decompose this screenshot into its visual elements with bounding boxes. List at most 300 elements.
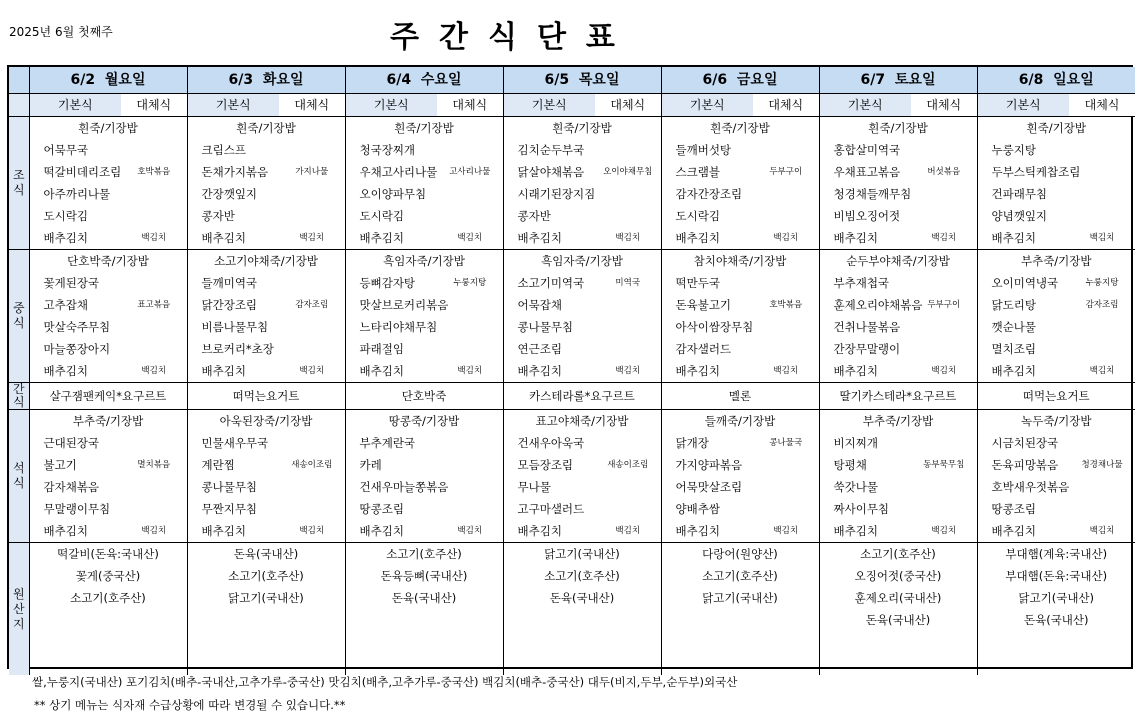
menu-item: 두부스틱케찹조림 (977, 161, 1069, 183)
menu-item: 배추김치 (661, 227, 753, 250)
menu-item: 탕평채 (819, 454, 911, 476)
alt-menu-item: 멸치볶음 (137, 460, 171, 470)
origin-item: 닭고기(국내산) (977, 587, 1135, 609)
porridge-cell: 흰죽/기장밥 (661, 117, 819, 140)
day-header (345, 67, 503, 94)
origin-item: 꽃게(중국산) (29, 565, 187, 587)
table-row (9, 410, 1135, 433)
day-header (819, 67, 977, 94)
menu-item: 맛살브로커리볶음 (345, 294, 437, 316)
section-char: 조 (12, 168, 25, 182)
menu-item: 배추김치 (819, 360, 911, 383)
origin-item: 부대햄(돈육:국내산) (977, 565, 1135, 587)
origin-row (9, 565, 1135, 587)
alt-menu-item: 백김치 (931, 526, 957, 536)
table-row (9, 360, 1135, 383)
menu-item: 돈육불고기 (661, 294, 753, 316)
alt-menu-item (595, 205, 661, 227)
alt-menu-item: 백김치 (457, 233, 483, 243)
menu-item: 비름나물무침 (187, 316, 279, 338)
menu-item: 배추김치 (819, 227, 911, 250)
alt-menu-item (1069, 205, 1135, 227)
origin-item (345, 653, 503, 675)
menu-item: 쑥갓나물 (819, 476, 911, 498)
alt-menu-item (279, 316, 345, 338)
menu-item: 배추김치 (503, 227, 595, 250)
menu-item: 간장깻잎지 (187, 183, 279, 205)
alt-menu-item (279, 272, 345, 294)
origin-item (503, 609, 661, 631)
alt-menu-item (595, 294, 661, 316)
alt-menu-item (279, 139, 345, 161)
day-header (661, 67, 819, 94)
alt-menu-item (121, 476, 187, 498)
origin-item (29, 653, 187, 675)
table-row (9, 498, 1135, 520)
menu-item: 맛살숙주무침 (29, 316, 121, 338)
alt-menu-item (595, 139, 661, 161)
day-header (977, 67, 1135, 94)
section-origin (9, 543, 29, 676)
section-breakfast (9, 117, 29, 250)
alt-menu-item: 백김치 (141, 366, 167, 376)
day-header (29, 67, 187, 94)
menu-item: 민물새우무국 (187, 432, 279, 454)
alt-menu-item (121, 139, 187, 161)
alt-menu-item: 누룽지탕 (453, 278, 487, 288)
menu-item: 건새우마늘쫑볶음 (345, 476, 437, 498)
origin-item (661, 653, 819, 675)
menu-item: 돈채가지볶음 (187, 161, 279, 183)
origin-row (9, 609, 1135, 631)
alt-menu-item (595, 338, 661, 360)
menu-item: 배추김치 (345, 360, 437, 383)
menu-item: 홍합살미역국 (819, 139, 911, 161)
alt-menu-item: 백김치 (931, 366, 957, 376)
alt-menu-item (595, 183, 661, 205)
menu-item: 근대된장국 (29, 432, 121, 454)
basic-type-label: 기본식 (503, 94, 595, 117)
alt-menu-item: 백김치 (1089, 366, 1115, 376)
menu-item: 등뼈감자탕 (345, 272, 437, 294)
porridge-cell: 순두부야채죽/기장밥 (819, 250, 977, 273)
menu-item: 아주까리나물 (29, 183, 121, 205)
menu-item: 무말랭이무침 (29, 498, 121, 520)
alt-menu-item: 버섯볶음 (927, 167, 961, 177)
menu-item: 호박새우젓볶음 (977, 476, 1069, 498)
menu-item: 들깨미역국 (187, 272, 279, 294)
menu-item: 브로커리*초장 (187, 338, 279, 360)
alt-menu-item (753, 316, 819, 338)
menu-item: 우채고사리나물 (345, 161, 437, 183)
alt-menu-item (911, 338, 977, 360)
alt-menu-item (1069, 183, 1135, 205)
alt-menu-item (911, 498, 977, 520)
section-char: 식 (12, 395, 25, 409)
menu-item: 배추김치 (503, 520, 595, 543)
menu-item: 떡만두국 (661, 272, 753, 294)
menu-item: 닭개장 (661, 432, 753, 454)
alt-menu-item: 표고볶음 (137, 300, 171, 310)
menu-item: 크림스프 (187, 139, 279, 161)
table-row (9, 454, 1135, 476)
alt-menu-item: 고사리나물 (449, 167, 491, 177)
alt-menu-item (121, 432, 187, 454)
alt-menu-item: 백김치 (299, 233, 325, 243)
menu-item: 김치순두부국 (503, 139, 595, 161)
day-header (503, 67, 661, 94)
menu-item: 우채표고볶음 (819, 161, 911, 183)
alt-menu-item (1069, 476, 1135, 498)
menu-item: 간장무말랭이 (819, 338, 911, 360)
section-char: 식 (12, 476, 25, 490)
origin-item (819, 653, 977, 675)
menu-item: 소고기미역국 (503, 272, 595, 294)
alt-menu-item (753, 338, 819, 360)
table-row (9, 294, 1135, 316)
origin-row (9, 543, 1135, 566)
origin-item (29, 609, 187, 631)
alt-menu-item: 오이야채무침 (603, 167, 653, 177)
origin-item (819, 631, 977, 653)
menu-item: 배추김치 (345, 227, 437, 250)
basic-type-label: 기본식 (977, 94, 1069, 117)
basic-type-label: 기본식 (345, 94, 437, 117)
alt-menu-item: 백김치 (1089, 526, 1115, 536)
porridge-cell: 참치야채죽/기장밥 (661, 250, 819, 273)
porridge-cell: 아욱된장죽/기장밥 (187, 410, 345, 433)
section-char: 간 (12, 382, 25, 396)
porridge-cell: 흰죽/기장밥 (977, 117, 1135, 140)
alt-menu-item: 백김치 (615, 233, 641, 243)
alt-menu-item (437, 498, 503, 520)
section-char: 산 (12, 601, 25, 616)
menu-item: 어묵무국 (29, 139, 121, 161)
menu-item: 양념깻잎지 (977, 205, 1069, 227)
origin-item: 다랑어(원양산) (661, 543, 819, 566)
day-weekday: 수요일 (420, 72, 462, 88)
origin-item: 소고기(호주산) (819, 543, 977, 566)
alt-menu-item: 누룽지탕 (1085, 278, 1119, 288)
menu-item: 도시락김 (661, 205, 753, 227)
snack-item: 떠먹는요거트 (977, 383, 1135, 410)
table-row (9, 476, 1135, 498)
meal-table (9, 67, 1135, 675)
menu-item: 누룽지탕 (977, 139, 1069, 161)
day-date: 6/7 (860, 72, 886, 88)
menu-item: 건파래무침 (977, 183, 1069, 205)
day-weekday: 화요일 (262, 72, 304, 88)
origin-item: 닭고기(국내산) (661, 587, 819, 609)
origin-item (661, 631, 819, 653)
alt-menu-item (279, 183, 345, 205)
menu-item: 무나물 (503, 476, 595, 498)
origin-item: 오징어젓(중국산) (819, 565, 977, 587)
menu-item: 모듬장조림 (503, 454, 595, 476)
menu-item: 계란찜 (187, 454, 279, 476)
porridge-cell: 부추죽/기장밥 (977, 250, 1135, 273)
snack-item: 살구잼팬케익*요구르트 (29, 383, 187, 410)
menu-item: 비빔오징어젓 (819, 205, 911, 227)
snack-item: 딸기카스테라*요구르트 (819, 383, 977, 410)
alt-menu-item (1069, 432, 1135, 454)
porridge-cell: 흰죽/기장밥 (819, 117, 977, 140)
menu-item: 멸치조림 (977, 338, 1069, 360)
alt-menu-item (437, 205, 503, 227)
menu-item: 도시락김 (29, 205, 121, 227)
page-title: 주간식단표 (390, 20, 635, 55)
origin-item: 소고기(호주산) (29, 587, 187, 609)
origin-item: 돈육등뼈(국내산) (345, 565, 503, 587)
origin-item (187, 631, 345, 653)
origin-item (661, 609, 819, 631)
table-row (9, 139, 1135, 161)
alt-menu-item (121, 205, 187, 227)
origin-item (977, 653, 1135, 675)
origin-item: 닭고기(국내산) (503, 543, 661, 566)
origin-item: 돈육(국내산) (819, 609, 977, 631)
menu-item: 무짠지무침 (187, 498, 279, 520)
menu-item: 땅콩조림 (345, 498, 437, 520)
meal-plan-table (7, 65, 1133, 669)
week-label: 2025년 6월 첫째주 (9, 25, 113, 39)
porridge-cell: 단호박죽/기장밥 (29, 250, 187, 273)
alt-menu-item: 백김치 (457, 526, 483, 536)
alt-menu-item (595, 432, 661, 454)
menu-item: 마늘쫑장아지 (29, 338, 121, 360)
menu-item: 오이미역냉국 (977, 272, 1069, 294)
alt-menu-item (279, 432, 345, 454)
alt-menu-item (279, 498, 345, 520)
section-char: 중 (12, 301, 25, 315)
alt-type-label: 대체식 (121, 94, 187, 117)
alt-menu-item: 호박볶음 (769, 300, 803, 310)
alt-menu-item: 백김치 (615, 526, 641, 536)
porridge-cell: 표고야채죽/기장밥 (503, 410, 661, 433)
alt-type-label: 대체식 (437, 94, 503, 117)
porridge-cell: 흰죽/기장밥 (503, 117, 661, 140)
porridge-cell: 녹두죽/기장밥 (977, 410, 1135, 433)
origin-item: 소고기(호주산) (345, 543, 503, 566)
menu-item: 감자샐러드 (661, 338, 753, 360)
origin-item: 소고기(호주산) (187, 565, 345, 587)
alt-menu-item (437, 139, 503, 161)
origin-item (977, 631, 1135, 653)
origin-item (345, 609, 503, 631)
menu-item: 배추김치 (187, 360, 279, 383)
alt-menu-item (595, 476, 661, 498)
alt-menu-item: 동부묵무침 (923, 460, 965, 470)
menu-item: 닭살야채볶음 (503, 161, 595, 183)
day-date: 6/6 (702, 72, 728, 88)
porridge-cell: 흰죽/기장밥 (29, 117, 187, 140)
menu-item: 가지양파볶음 (661, 454, 753, 476)
table-row (9, 227, 1135, 250)
menu-item: 배추김치 (187, 227, 279, 250)
porridge-cell: 부추죽/기장밥 (29, 410, 187, 433)
alt-menu-item (437, 454, 503, 476)
alt-menu-item (753, 272, 819, 294)
menu-item: 오이양파무침 (345, 183, 437, 205)
alt-menu-item (279, 205, 345, 227)
origin-item: 부대햄(계육:국내산) (977, 543, 1135, 566)
menu-item: 떡갈비데리조림 (29, 161, 121, 183)
menu-item: 배추김치 (977, 227, 1069, 250)
origin-item: 닭고기(국내산) (187, 587, 345, 609)
porridge-cell: 흰죽/기장밥 (345, 117, 503, 140)
porridge-cell: 부추죽/기장밥 (819, 410, 977, 433)
menu-item: 어묵맛살조림 (661, 476, 753, 498)
alt-type-label: 대체식 (595, 94, 661, 117)
porridge-cell: 흑임자죽/기장밥 (503, 250, 661, 273)
alt-menu-item (753, 498, 819, 520)
section-snack (9, 383, 29, 410)
menu-item: 도시락김 (345, 205, 437, 227)
menu-item: 아삭이쌈장무침 (661, 316, 753, 338)
menu-item: 느타리야채무침 (345, 316, 437, 338)
alt-menu-item (1069, 316, 1135, 338)
origin-item (503, 653, 661, 675)
menu-item: 건새우아욱국 (503, 432, 595, 454)
menu-item: 배추김치 (503, 360, 595, 383)
section-char: 식 (12, 183, 25, 197)
menu-item: 부추계란국 (345, 432, 437, 454)
alt-menu-item (911, 272, 977, 294)
porridge-cell: 들깨죽/기장밥 (661, 410, 819, 433)
menu-item: 시금치된장국 (977, 432, 1069, 454)
alt-menu-item (1069, 338, 1135, 360)
basic-type-label: 기본식 (661, 94, 753, 117)
section-lunch (9, 250, 29, 383)
menu-item: 콩자반 (187, 205, 279, 227)
day-header-row (9, 67, 1135, 94)
origin-item: 돈육(국내산) (503, 587, 661, 609)
menu-item: 어묵잡채 (503, 294, 595, 316)
table-row (9, 205, 1135, 227)
alt-menu-item (911, 432, 977, 454)
menu-item: 불고기 (29, 454, 121, 476)
type-header-row (9, 94, 1135, 117)
day-date: 6/8 (1018, 72, 1044, 88)
menu-item: 비지찌개 (819, 432, 911, 454)
alt-menu-item: 미역국 (615, 278, 641, 288)
origin-item: 돈육(국내산) (977, 609, 1135, 631)
alt-type-label: 대체식 (753, 94, 819, 117)
alt-menu-item (911, 476, 977, 498)
origin-item: 훈제오리(국내산) (819, 587, 977, 609)
table-row (9, 338, 1135, 360)
alt-menu-item: 호박볶음 (137, 167, 171, 177)
menu-item: 들깨버섯탕 (661, 139, 753, 161)
alt-type-label: 대체식 (1069, 94, 1135, 117)
table-row (9, 316, 1135, 338)
menu-item: 시래기된장지짐 (503, 183, 595, 205)
menu-item: 배추김치 (977, 360, 1069, 383)
basic-type-label: 기본식 (29, 94, 121, 117)
alt-menu-item (595, 498, 661, 520)
origin-item: 돈육(국내산) (345, 587, 503, 609)
basic-type-label: 기본식 (819, 94, 911, 117)
menu-item: 배추김치 (187, 520, 279, 543)
basic-type-label: 기본식 (187, 94, 279, 117)
alt-menu-item (121, 338, 187, 360)
porridge-cell: 땅콩죽/기장밥 (345, 410, 503, 433)
menu-item: 땅콩조림 (977, 498, 1069, 520)
menu-item: 스크램블 (661, 161, 753, 183)
snack-item: 카스테라롤*요구르트 (503, 383, 661, 410)
menu-item: 배추김치 (661, 520, 753, 543)
alt-menu-item (121, 316, 187, 338)
alt-menu-item: 두부구이 (927, 300, 961, 310)
alt-menu-item (911, 139, 977, 161)
menu-item: 훈제오리야채볶음 (819, 294, 911, 316)
menu-item: 배추김치 (29, 227, 121, 250)
day-date: 6/5 (544, 72, 570, 88)
snack-item: 떠먹는요거트 (187, 383, 345, 410)
porridge-cell: 흑임자죽/기장밥 (345, 250, 503, 273)
menu-item: 배추김치 (819, 520, 911, 543)
alt-menu-item: 백김치 (299, 526, 325, 536)
alt-menu-item (279, 476, 345, 498)
alt-menu-item: 백김치 (141, 526, 167, 536)
origin-row (9, 631, 1135, 653)
corner-cell (9, 67, 29, 94)
alt-menu-item: 감자조림 (295, 300, 329, 310)
section-char: 원 (12, 586, 25, 601)
alt-menu-item: 백김치 (1089, 233, 1115, 243)
origin-row (9, 587, 1135, 609)
origin-item: 떡갈비(돈육:국내산) (29, 543, 187, 566)
table-row (9, 117, 1135, 140)
menu-item: 닭도리탕 (977, 294, 1069, 316)
menu-item: 꽃게된장국 (29, 272, 121, 294)
day-weekday: 목요일 (578, 72, 620, 88)
menu-item: 고구마샐러드 (503, 498, 595, 520)
alt-menu-item: 백김치 (141, 233, 167, 243)
alt-menu-item (1069, 498, 1135, 520)
alt-menu-item (437, 338, 503, 360)
alt-menu-item: 백김치 (773, 526, 799, 536)
table-row (9, 161, 1135, 183)
menu-item: 짜사이무침 (819, 498, 911, 520)
snack-item: 멜론 (661, 383, 819, 410)
origin-item: 돈육(국내산) (187, 543, 345, 566)
menu-item: 콩자반 (503, 205, 595, 227)
section-char: 식 (12, 316, 25, 330)
section-dinner (9, 410, 29, 543)
table-row (9, 432, 1135, 454)
table-row (9, 250, 1135, 273)
alt-menu-item (753, 139, 819, 161)
alt-menu-item: 백김치 (299, 366, 325, 376)
menu-item: 양배추쌈 (661, 498, 753, 520)
table-row (9, 183, 1135, 205)
origin-item (187, 609, 345, 631)
day-date: 6/3 (228, 72, 254, 88)
origin-item: 소고기(호주산) (503, 565, 661, 587)
alt-menu-item: 백김치 (457, 366, 483, 376)
alt-menu-item (121, 498, 187, 520)
alt-menu-item (753, 205, 819, 227)
corner-cell (9, 94, 29, 117)
origin-item (345, 631, 503, 653)
alt-menu-item: 감자조림 (1085, 300, 1119, 310)
day-date: 6/2 (70, 72, 96, 88)
origin-item (503, 631, 661, 653)
porridge-cell: 소고기야채죽/기장밥 (187, 250, 345, 273)
menu-item: 부추재첩국 (819, 272, 911, 294)
origin-note: 쌀,누룽지(국내산) 포기김치(배추-국내산,고추가루-중국산) 맛김치(배추,고추가루-중국산) 백김치(배추-중국산) 대두(비지,두부,순두부)외국산 (32, 675, 738, 689)
